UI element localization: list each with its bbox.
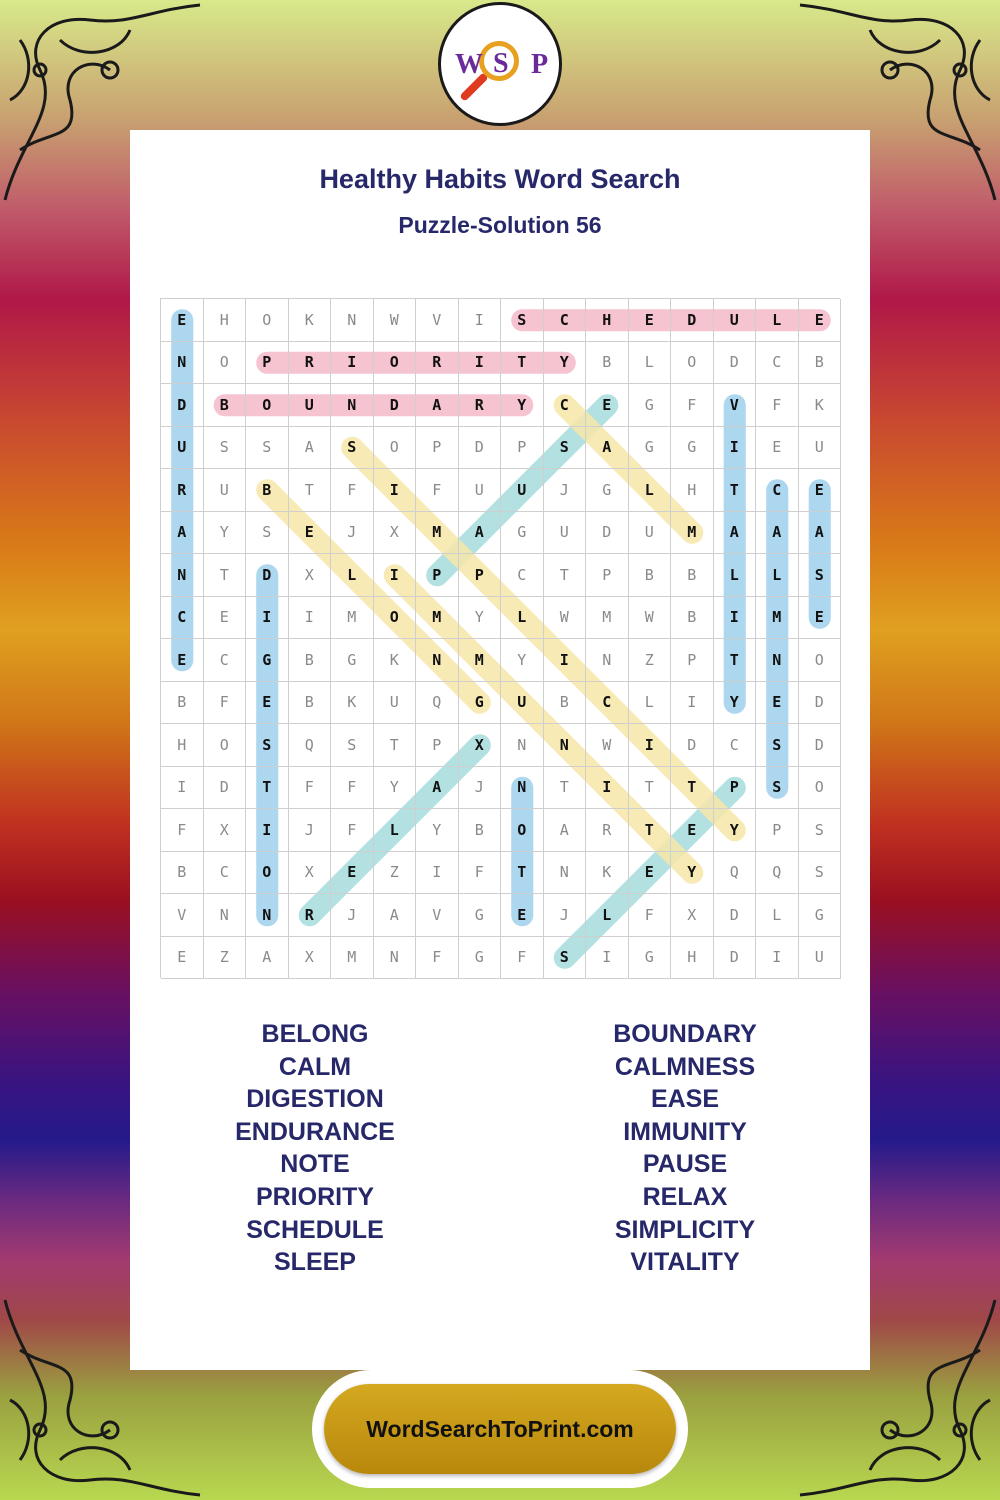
- grid-cell[interactable]: P: [459, 554, 502, 597]
- grid-cell[interactable]: U: [204, 469, 247, 512]
- grid-cell[interactable]: E: [756, 682, 799, 725]
- grid-cell[interactable]: U: [501, 469, 544, 512]
- grid-cell[interactable]: X: [374, 512, 417, 555]
- page-title: Healthy Habits Word Search: [319, 164, 681, 194]
- grid-cell[interactable]: M: [331, 937, 374, 980]
- grid-cell[interactable]: M: [756, 597, 799, 640]
- grid-cell[interactable]: L: [629, 342, 672, 385]
- grid-cell[interactable]: U: [374, 682, 417, 725]
- grid-cell[interactable]: Y: [501, 384, 544, 427]
- grid-cell[interactable]: O: [374, 427, 417, 470]
- word-list-item: EASE: [650, 1085, 720, 1114]
- grid-cell[interactable]: X: [289, 937, 332, 980]
- grid-cell[interactable]: S: [246, 512, 289, 555]
- grid-cell[interactable]: E: [204, 597, 247, 640]
- grid-cell[interactable]: R: [459, 384, 502, 427]
- grid-cell[interactable]: W: [544, 597, 587, 640]
- grid-cell[interactable]: T: [501, 342, 544, 385]
- wsp-logo[interactable]: [438, 2, 562, 126]
- grid-cell[interactable]: T: [671, 767, 714, 810]
- grid-cell[interactable]: A: [714, 512, 757, 555]
- grid-cell[interactable]: K: [799, 384, 842, 427]
- grid-cell[interactable]: T: [714, 639, 757, 682]
- grid-cell[interactable]: N: [161, 342, 204, 385]
- grid-cell[interactable]: G: [459, 937, 502, 980]
- grid-cell[interactable]: I: [629, 724, 672, 767]
- grid-cell[interactable]: E: [629, 852, 672, 895]
- grid-cell[interactable]: Q: [289, 724, 332, 767]
- grid-cell[interactable]: I: [459, 299, 502, 342]
- grid-cell[interactable]: F: [161, 809, 204, 852]
- grid-cell[interactable]: G: [629, 427, 672, 470]
- grid-cell[interactable]: C: [586, 682, 629, 725]
- grid-cell[interactable]: M: [331, 597, 374, 640]
- word-list-item: CALMNESS: [614, 1052, 756, 1081]
- word-list-item: VITALITY: [630, 1248, 740, 1277]
- word-list-item: SIMPLICITY: [614, 1215, 756, 1244]
- grid-cell[interactable]: C: [756, 342, 799, 385]
- word-list-left: [130, 1018, 500, 1279]
- grid-cell[interactable]: C: [714, 724, 757, 767]
- word-list-right: [500, 1018, 870, 1279]
- grid-cell[interactable]: G: [671, 427, 714, 470]
- grid-cell[interactable]: A: [416, 767, 459, 810]
- grid-cell[interactable]: F: [331, 809, 374, 852]
- grid-cell[interactable]: F: [671, 384, 714, 427]
- grid-cell[interactable]: V: [416, 894, 459, 937]
- grid-cell[interactable]: F: [331, 767, 374, 810]
- grid-cell[interactable]: G: [246, 639, 289, 682]
- grid-cell[interactable]: E: [799, 469, 842, 512]
- grid-cell[interactable]: H: [204, 299, 247, 342]
- grid-cell[interactable]: B: [459, 809, 502, 852]
- grid-cell[interactable]: N: [331, 299, 374, 342]
- grid-cell[interactable]: A: [416, 384, 459, 427]
- grid-cell[interactable]: P: [416, 724, 459, 767]
- grid-cell[interactable]: D: [714, 342, 757, 385]
- grid-cell[interactable]: Y: [714, 682, 757, 725]
- grid-cell[interactable]: N: [246, 894, 289, 937]
- grid-cell[interactable]: Y: [374, 767, 417, 810]
- grid-cell[interactable]: T: [544, 767, 587, 810]
- grid-cell[interactable]: I: [671, 682, 714, 725]
- grid-cell[interactable]: I: [246, 809, 289, 852]
- grid-cell[interactable]: M: [416, 512, 459, 555]
- grid-cell[interactable]: O: [246, 852, 289, 895]
- grid-cell[interactable]: C: [756, 469, 799, 512]
- grid-cell[interactable]: F: [331, 469, 374, 512]
- grid-cell[interactable]: E: [799, 299, 842, 342]
- grid-cell[interactable]: X: [671, 894, 714, 937]
- grid-cell[interactable]: Y: [714, 809, 757, 852]
- grid-cell[interactable]: J: [331, 512, 374, 555]
- grid-cell[interactable]: B: [671, 554, 714, 597]
- grid-cell[interactable]: K: [331, 682, 374, 725]
- grid-cell[interactable]: C: [544, 384, 587, 427]
- word-list-item: SLEEP: [274, 1248, 356, 1277]
- grid-cell[interactable]: A: [459, 512, 502, 555]
- site-link-button[interactable]: WordSearchToPrint.com: [324, 1384, 676, 1474]
- grid-cell[interactable]: R: [416, 342, 459, 385]
- grid-cell[interactable]: I: [416, 852, 459, 895]
- grid-cell[interactable]: L: [756, 299, 799, 342]
- grid-cell[interactable]: N: [416, 639, 459, 682]
- grid-cell[interactable]: O: [799, 767, 842, 810]
- grid-cell[interactable]: A: [374, 894, 417, 937]
- grid-cell[interactable]: A: [544, 809, 587, 852]
- grid-cell[interactable]: E: [756, 427, 799, 470]
- grid-cell[interactable]: S: [331, 427, 374, 470]
- grid-cell[interactable]: S: [799, 852, 842, 895]
- grid-cell[interactable]: U: [289, 384, 332, 427]
- grid-cell[interactable]: S: [756, 724, 799, 767]
- logo-letter-p: P: [531, 49, 549, 80]
- grid-cell[interactable]: S: [799, 809, 842, 852]
- grid-cell[interactable]: G: [586, 469, 629, 512]
- grid-cell[interactable]: J: [289, 809, 332, 852]
- grid-cell[interactable]: M: [671, 512, 714, 555]
- grid-cell[interactable]: Z: [629, 639, 672, 682]
- grid-cell[interactable]: I: [714, 427, 757, 470]
- grid-cell[interactable]: U: [501, 682, 544, 725]
- grid-cell[interactable]: P: [416, 427, 459, 470]
- grid-cell[interactable]: L: [629, 682, 672, 725]
- grid-cell[interactable]: L: [714, 554, 757, 597]
- grid-cell[interactable]: X: [204, 809, 247, 852]
- grid-cell[interactable]: A: [289, 427, 332, 470]
- grid-cell[interactable]: N: [501, 724, 544, 767]
- grid-cell[interactable]: E: [331, 852, 374, 895]
- grid-cell[interactable]: I: [374, 554, 417, 597]
- grid-cell[interactable]: K: [289, 299, 332, 342]
- grid-cell[interactable]: I: [756, 937, 799, 980]
- grid-cell[interactable]: W: [374, 299, 417, 342]
- grid-cell[interactable]: I: [289, 597, 332, 640]
- grid-cell[interactable]: Y: [459, 597, 502, 640]
- word-list-item: SCHEDULE: [246, 1215, 384, 1244]
- grid-cell[interactable]: J: [459, 767, 502, 810]
- grid-cell[interactable]: F: [204, 682, 247, 725]
- grid-cell[interactable]: F: [459, 852, 502, 895]
- grid-cell[interactable]: C: [544, 299, 587, 342]
- grid-cell[interactable]: Y: [204, 512, 247, 555]
- grid-cell[interactable]: B: [204, 384, 247, 427]
- grid-cell[interactable]: I: [374, 469, 417, 512]
- grid-cell[interactable]: B: [629, 554, 672, 597]
- grid-cell[interactable]: A: [161, 512, 204, 555]
- grid-cell[interactable]: H: [671, 937, 714, 980]
- grid-cell[interactable]: T: [289, 469, 332, 512]
- grid-cell[interactable]: E: [629, 299, 672, 342]
- grid-cell[interactable]: O: [501, 809, 544, 852]
- grid-cell[interactable]: B: [289, 639, 332, 682]
- grid-cell[interactable]: P: [586, 554, 629, 597]
- grid-cell[interactable]: F: [416, 469, 459, 512]
- grid-cell[interactable]: N: [331, 384, 374, 427]
- grid-cell[interactable]: D: [671, 299, 714, 342]
- logo-letter-w: W: [455, 49, 483, 80]
- grid-cell[interactable]: E: [501, 894, 544, 937]
- grid-cell[interactable]: U: [629, 512, 672, 555]
- grid-cell[interactable]: E: [671, 809, 714, 852]
- grid-cell[interactable]: D: [246, 554, 289, 597]
- grid-cell[interactable]: O: [246, 299, 289, 342]
- grid-cell[interactable]: S: [799, 554, 842, 597]
- grid-cell[interactable]: T: [629, 767, 672, 810]
- grid-cell[interactable]: D: [161, 384, 204, 427]
- grid-cell[interactable]: A: [799, 512, 842, 555]
- grid-cell[interactable]: D: [799, 724, 842, 767]
- grid-cell[interactable]: F: [756, 384, 799, 427]
- word-list-item: ENDURANCE: [235, 1117, 395, 1146]
- grid-cell[interactable]: T: [714, 469, 757, 512]
- grid-cell[interactable]: D: [586, 512, 629, 555]
- grid-cell[interactable]: T: [374, 724, 417, 767]
- grid-cell[interactable]: L: [331, 554, 374, 597]
- grid-cell[interactable]: B: [289, 682, 332, 725]
- grid-cell[interactable]: G: [501, 512, 544, 555]
- grid-cell[interactable]: M: [586, 597, 629, 640]
- grid-cell[interactable]: B: [671, 597, 714, 640]
- grid-cell[interactable]: R: [289, 342, 332, 385]
- grid-cell[interactable]: N: [374, 937, 417, 980]
- grid-cell[interactable]: I: [714, 597, 757, 640]
- grid-cell[interactable]: Y: [416, 809, 459, 852]
- grid-cell[interactable]: C: [501, 554, 544, 597]
- grid-cell[interactable]: J: [544, 894, 587, 937]
- grid-cell[interactable]: L: [501, 597, 544, 640]
- grid-cell[interactable]: N: [544, 724, 587, 767]
- word-list-item: DIGESTION: [246, 1085, 384, 1114]
- grid-cell[interactable]: R: [161, 469, 204, 512]
- grid-cell[interactable]: U: [714, 299, 757, 342]
- grid-cell[interactable]: N: [756, 639, 799, 682]
- word-list-item: PAUSE: [642, 1150, 728, 1179]
- grid-cell[interactable]: B: [161, 682, 204, 725]
- grid-cell[interactable]: N: [161, 554, 204, 597]
- grid-cell[interactable]: M: [416, 597, 459, 640]
- grid-cell[interactable]: G: [629, 384, 672, 427]
- grid-cell[interactable]: E: [161, 639, 204, 682]
- grid-cell[interactable]: T: [204, 554, 247, 597]
- grid-cell[interactable]: Z: [374, 852, 417, 895]
- grid-cell[interactable]: R: [586, 809, 629, 852]
- grid-cell[interactable]: O: [799, 639, 842, 682]
- grid-cell[interactable]: S: [544, 937, 587, 980]
- grid-cell[interactable]: E: [289, 512, 332, 555]
- grid-cell[interactable]: H: [586, 299, 629, 342]
- grid-cell[interactable]: G: [799, 894, 842, 937]
- grid-cell[interactable]: N: [544, 852, 587, 895]
- grid-cell[interactable]: X: [459, 724, 502, 767]
- grid-cell[interactable]: T: [544, 554, 587, 597]
- grid-cell[interactable]: F: [501, 937, 544, 980]
- grid-cell[interactable]: L: [374, 809, 417, 852]
- grid-cell[interactable]: Q: [714, 852, 757, 895]
- grid-cell[interactable]: T: [501, 852, 544, 895]
- page-subtitle: Puzzle-Solution 56: [398, 212, 602, 238]
- grid-cell[interactable]: C: [204, 639, 247, 682]
- grid-cell[interactable]: Q: [416, 682, 459, 725]
- grid-cell[interactable]: T: [246, 767, 289, 810]
- grid-cell[interactable]: J: [544, 469, 587, 512]
- grid-cell[interactable]: V: [714, 384, 757, 427]
- grid-cell[interactable]: F: [416, 937, 459, 980]
- grid-cell[interactable]: E: [586, 384, 629, 427]
- grid-cell[interactable]: S: [204, 427, 247, 470]
- grid-cell[interactable]: I: [161, 767, 204, 810]
- grid-cell[interactable]: O: [204, 342, 247, 385]
- logo-letter-s: S: [493, 48, 509, 79]
- grid-cell[interactable]: D: [671, 724, 714, 767]
- grid-cell[interactable]: G: [331, 639, 374, 682]
- grid-cell[interactable]: E: [799, 597, 842, 640]
- grid-cell[interactable]: F: [629, 894, 672, 937]
- grid-cell[interactable]: S: [756, 767, 799, 810]
- grid-cell[interactable]: O: [671, 342, 714, 385]
- grid-cell[interactable]: U: [799, 937, 842, 980]
- grid-cell[interactable]: L: [756, 894, 799, 937]
- grid-cell[interactable]: U: [799, 427, 842, 470]
- grid-cell[interactable]: O: [204, 724, 247, 767]
- grid-cell[interactable]: U: [459, 469, 502, 512]
- grid-cell[interactable]: I: [459, 342, 502, 385]
- grid-cell[interactable]: R: [289, 894, 332, 937]
- footer-badge: [312, 1370, 688, 1488]
- grid-cell[interactable]: D: [714, 937, 757, 980]
- grid-cell[interactable]: Y: [501, 639, 544, 682]
- grid-cell[interactable]: W: [629, 597, 672, 640]
- grid-cell[interactable]: S: [501, 299, 544, 342]
- grid-cell[interactable]: G: [459, 682, 502, 725]
- grid-cell[interactable]: A: [756, 512, 799, 555]
- grid-cell[interactable]: C: [204, 852, 247, 895]
- grid-cell[interactable]: A: [246, 937, 289, 980]
- grid-cell[interactable]: N: [586, 639, 629, 682]
- grid-cell[interactable]: Z: [204, 937, 247, 980]
- grid-cell[interactable]: D: [799, 682, 842, 725]
- grid-cell[interactable]: O: [374, 342, 417, 385]
- grid-cell[interactable]: I: [544, 639, 587, 682]
- word-list-item: PRIORITY: [255, 1182, 375, 1211]
- grid-cell[interactable]: H: [671, 469, 714, 512]
- grid-cell[interactable]: U: [544, 512, 587, 555]
- grid-cell[interactable]: A: [586, 427, 629, 470]
- grid-cell[interactable]: B: [544, 682, 587, 725]
- grid-cell[interactable]: O: [374, 597, 417, 640]
- grid-cell[interactable]: W: [586, 724, 629, 767]
- grid-cell[interactable]: S: [331, 724, 374, 767]
- grid-cell[interactable]: P: [671, 639, 714, 682]
- puzzle-card: [130, 130, 870, 1370]
- grid-cell[interactable]: K: [586, 852, 629, 895]
- grid-cell[interactable]: S: [246, 724, 289, 767]
- grid-cell[interactable]: D: [459, 427, 502, 470]
- grid-cell[interactable]: I: [586, 767, 629, 810]
- grid-cell[interactable]: N: [501, 767, 544, 810]
- grid-cell[interactable]: Y: [671, 852, 714, 895]
- grid-cell[interactable]: S: [544, 427, 587, 470]
- word-list-item: CALM: [278, 1052, 352, 1081]
- grid-cell[interactable]: P: [416, 554, 459, 597]
- grid-cell[interactable]: E: [246, 682, 289, 725]
- grid-cell[interactable]: F: [289, 767, 332, 810]
- grid-cell[interactable]: X: [289, 554, 332, 597]
- word-list-item: RELAX: [642, 1182, 728, 1211]
- grid-cell[interactable]: S: [246, 427, 289, 470]
- grid-cell[interactable]: Q: [756, 852, 799, 895]
- grid-cell[interactable]: P: [714, 767, 757, 810]
- grid-cell[interactable]: B: [799, 342, 842, 385]
- grid-cell[interactable]: I: [586, 937, 629, 980]
- grid-cell[interactable]: C: [161, 597, 204, 640]
- grid-cell[interactable]: X: [289, 852, 332, 895]
- grid-cell[interactable]: E: [161, 937, 204, 980]
- grid-cell[interactable]: I: [246, 597, 289, 640]
- grid-cell[interactable]: L: [629, 469, 672, 512]
- grid-cell[interactable]: V: [161, 894, 204, 937]
- grid-cell[interactable]: O: [246, 384, 289, 427]
- grid-cell[interactable]: V: [416, 299, 459, 342]
- grid-cell[interactable]: L: [756, 554, 799, 597]
- grid-cell[interactable]: H: [161, 724, 204, 767]
- grid-cell[interactable]: L: [586, 894, 629, 937]
- grid-cell[interactable]: K: [374, 639, 417, 682]
- grid-cell[interactable]: G: [629, 937, 672, 980]
- word-search-grid: [160, 298, 840, 978]
- word-list-item: BOUNDARY: [613, 1020, 757, 1048]
- word-list-item: NOTE: [280, 1150, 350, 1179]
- grid-cell[interactable]: T: [629, 809, 672, 852]
- grid-cell[interactable]: B: [246, 469, 289, 512]
- grid-cell[interactable]: U: [161, 427, 204, 470]
- grid-cell[interactable]: B: [586, 342, 629, 385]
- grid-cell[interactable]: I: [331, 342, 374, 385]
- grid-cell[interactable]: J: [331, 894, 374, 937]
- grid-cell[interactable]: N: [204, 894, 247, 937]
- grid-cell[interactable]: Y: [544, 342, 587, 385]
- grid-cell[interactable]: D: [714, 894, 757, 937]
- grid-cell[interactable]: G: [459, 894, 502, 937]
- grid-cell[interactable]: M: [459, 639, 502, 682]
- grid-cell[interactable]: P: [501, 427, 544, 470]
- grid-cell[interactable]: E: [161, 299, 204, 342]
- word-list-item: IMMUNITY: [623, 1117, 747, 1146]
- grid-cell[interactable]: D: [204, 767, 247, 810]
- grid-cell[interactable]: B: [161, 852, 204, 895]
- word-list-item: BELONG: [261, 1020, 369, 1048]
- grid-cell[interactable]: P: [246, 342, 289, 385]
- grid-cell[interactable]: D: [374, 384, 417, 427]
- grid-cell[interactable]: P: [756, 809, 799, 852]
